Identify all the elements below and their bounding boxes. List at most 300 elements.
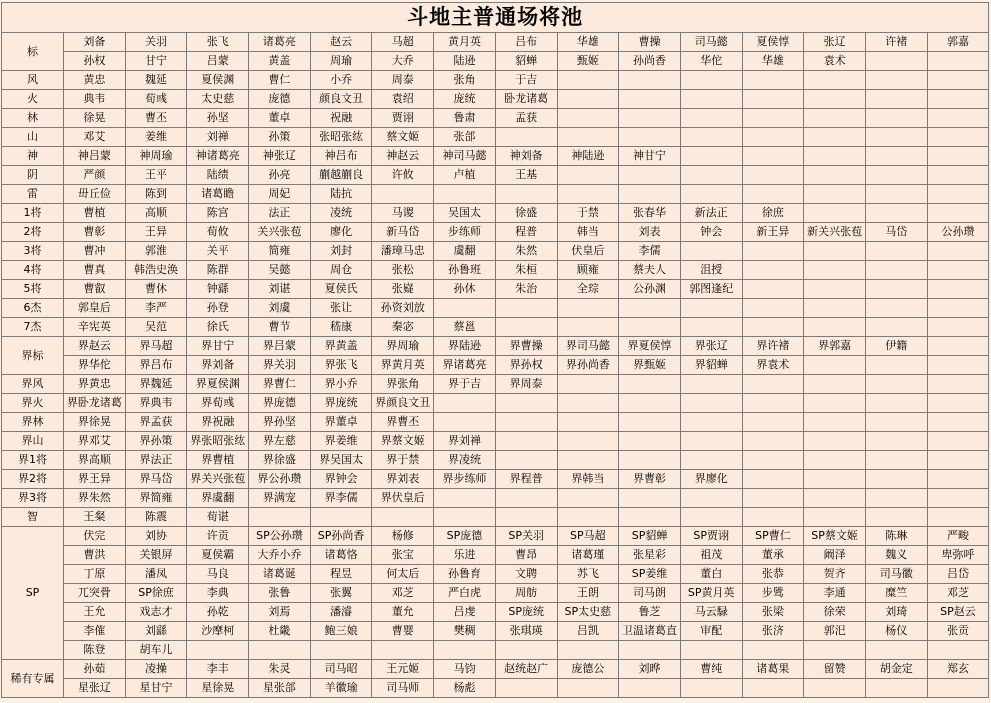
general-cell: SP曹仁 bbox=[742, 527, 804, 546]
general-cell: 步练师 bbox=[434, 223, 496, 242]
general-cell: 朱治 bbox=[495, 280, 557, 299]
general-cell: 嵇康 bbox=[310, 318, 372, 337]
general-cell: 蔡文姬 bbox=[372, 128, 434, 147]
general-cell: 廖化 bbox=[310, 223, 372, 242]
general-cell: 刘繇 bbox=[125, 622, 187, 641]
empty-cell bbox=[310, 641, 372, 660]
general-cell: 夏侯惇 bbox=[742, 33, 804, 52]
empty-cell bbox=[557, 413, 619, 432]
general-cell: 孙鲁育 bbox=[434, 565, 496, 584]
general-cell: 曹仁 bbox=[249, 71, 311, 90]
general-cell: 徐氏 bbox=[187, 318, 249, 337]
empty-cell bbox=[557, 71, 619, 90]
general-cell: 袁术 bbox=[804, 52, 866, 71]
general-cell: 陈琳 bbox=[865, 527, 927, 546]
general-cell: 界曹仁 bbox=[249, 375, 311, 394]
empty-cell bbox=[865, 242, 927, 261]
empty-cell bbox=[557, 299, 619, 318]
general-cell: 孙权 bbox=[64, 52, 126, 71]
empty-cell bbox=[372, 641, 434, 660]
general-cell: 诸葛诞 bbox=[249, 565, 311, 584]
general-cell: 司马懿 bbox=[680, 33, 742, 52]
general-cell: 李严 bbox=[125, 299, 187, 318]
empty-cell bbox=[804, 451, 866, 470]
general-cell: SP庞统 bbox=[495, 603, 557, 622]
general-cell: 孙茹 bbox=[64, 660, 126, 679]
general-cell: 赵统赵广 bbox=[495, 660, 557, 679]
general-cell: 董白 bbox=[680, 565, 742, 584]
general-cell: 周泰 bbox=[372, 71, 434, 90]
empty-cell bbox=[804, 185, 866, 204]
empty-cell bbox=[619, 508, 681, 527]
group-row bbox=[2, 546, 989, 565]
general-cell: 鲁肃 bbox=[434, 109, 496, 128]
empty-cell bbox=[804, 641, 866, 660]
general-cell: 关羽 bbox=[125, 33, 187, 52]
empty-cell bbox=[434, 185, 496, 204]
general-cell: 马超 bbox=[372, 33, 434, 52]
general-cell: 界夏侯渊 bbox=[187, 375, 249, 394]
general-cell: 星徐晃 bbox=[187, 679, 249, 698]
general-cell: 界凌统 bbox=[434, 451, 496, 470]
group-row bbox=[2, 242, 989, 261]
general-cell: 神周瑜 bbox=[125, 147, 187, 166]
general-cell: 黄盖 bbox=[249, 52, 311, 71]
empty-cell bbox=[865, 166, 927, 185]
general-cell: 诸葛果 bbox=[742, 660, 804, 679]
category-label: 火 bbox=[2, 90, 64, 109]
empty-cell bbox=[680, 451, 742, 470]
empty-cell bbox=[742, 280, 804, 299]
category-label: SP bbox=[2, 527, 64, 660]
general-cell: 庞德 bbox=[249, 90, 311, 109]
general-cell: 界陆逊 bbox=[434, 337, 496, 356]
empty-cell bbox=[742, 185, 804, 204]
category-label: 界山 bbox=[2, 432, 64, 451]
group-row bbox=[2, 356, 989, 375]
general-cell: 界公孙瓒 bbox=[249, 470, 311, 489]
empty-cell bbox=[865, 147, 927, 166]
general-cell: 陆抗 bbox=[310, 185, 372, 204]
empty-cell bbox=[804, 90, 866, 109]
empty-cell bbox=[557, 185, 619, 204]
general-cell: 吕凯 bbox=[557, 622, 619, 641]
general-cell: 严畯 bbox=[927, 527, 989, 546]
empty-cell bbox=[865, 128, 927, 147]
general-cell: 刘谌 bbox=[249, 280, 311, 299]
empty-cell bbox=[619, 451, 681, 470]
general-cell: 界颜良文丑 bbox=[372, 394, 434, 413]
empty-cell bbox=[742, 318, 804, 337]
general-cell: SP姜维 bbox=[619, 565, 681, 584]
general-cell: 陈到 bbox=[125, 185, 187, 204]
general-cell: 界庞统 bbox=[310, 394, 372, 413]
general-cell: 界廖化 bbox=[680, 470, 742, 489]
general-cell: 张梁 bbox=[742, 603, 804, 622]
general-cell: SP孙尚香 bbox=[310, 527, 372, 546]
general-cell: 司马昭 bbox=[310, 660, 372, 679]
general-cell: 糜竺 bbox=[865, 584, 927, 603]
empty-cell bbox=[557, 90, 619, 109]
empty-cell bbox=[619, 641, 681, 660]
general-cell: 董承 bbox=[742, 546, 804, 565]
empty-cell bbox=[249, 641, 311, 660]
group-row bbox=[2, 204, 989, 223]
general-cell: 刘封 bbox=[310, 242, 372, 261]
general-cell: 程昱 bbox=[310, 565, 372, 584]
general-cell: 刘协 bbox=[125, 527, 187, 546]
group-row bbox=[2, 128, 989, 147]
group-row bbox=[2, 432, 989, 451]
general-cell: 李傕 bbox=[64, 622, 126, 641]
general-cell: SP貂蝉 bbox=[619, 527, 681, 546]
general-cell: 张星彩 bbox=[619, 546, 681, 565]
general-cell: 界步练师 bbox=[434, 470, 496, 489]
empty-cell bbox=[680, 242, 742, 261]
general-cell: 郭皇后 bbox=[64, 299, 126, 318]
category-label: 5将 bbox=[2, 280, 64, 299]
empty-cell bbox=[619, 109, 681, 128]
general-cell: 卧龙诸葛 bbox=[495, 90, 557, 109]
general-cell: 太史慈 bbox=[187, 90, 249, 109]
general-cell: 李儒 bbox=[619, 242, 681, 261]
general-cell: SP太史慈 bbox=[557, 603, 619, 622]
empty-cell bbox=[619, 413, 681, 432]
empty-cell bbox=[680, 432, 742, 451]
empty-cell bbox=[804, 394, 866, 413]
empty-cell bbox=[619, 166, 681, 185]
empty-cell bbox=[557, 489, 619, 508]
empty-cell bbox=[557, 375, 619, 394]
general-cell: 卫温诸葛直 bbox=[619, 622, 681, 641]
general-cell: SP庞德 bbox=[434, 527, 496, 546]
general-cell: 刘备 bbox=[64, 33, 126, 52]
empty-cell bbox=[434, 413, 496, 432]
empty-cell bbox=[804, 261, 866, 280]
general-cell: 诸葛恪 bbox=[310, 546, 372, 565]
empty-cell bbox=[372, 508, 434, 527]
general-cell: 界黄忠 bbox=[64, 375, 126, 394]
general-cell: 曹休 bbox=[125, 280, 187, 299]
general-cell: 孙策 bbox=[249, 128, 311, 147]
empty-cell bbox=[557, 128, 619, 147]
general-cell: 潘凤 bbox=[125, 565, 187, 584]
empty-cell bbox=[927, 242, 989, 261]
general-cell: 姜维 bbox=[125, 128, 187, 147]
empty-cell bbox=[804, 71, 866, 90]
empty-cell bbox=[680, 641, 742, 660]
empty-cell bbox=[927, 71, 989, 90]
general-cell: 张恭 bbox=[742, 565, 804, 584]
general-cell: 小乔 bbox=[310, 71, 372, 90]
empty-cell bbox=[804, 280, 866, 299]
general-cell: 张宝 bbox=[372, 546, 434, 565]
general-cell: 张飞 bbox=[187, 33, 249, 52]
empty-cell bbox=[680, 185, 742, 204]
general-cell: 界于禁 bbox=[372, 451, 434, 470]
empty-cell bbox=[804, 508, 866, 527]
general-cell: 吕岱 bbox=[927, 565, 989, 584]
general-cell: 界马超 bbox=[125, 337, 187, 356]
general-cell: 贾诩 bbox=[372, 109, 434, 128]
empty-cell bbox=[742, 451, 804, 470]
category-label: 6杰 bbox=[2, 299, 64, 318]
general-cell: 界祝融 bbox=[187, 413, 249, 432]
general-cell: 韩浩史涣 bbox=[125, 261, 187, 280]
group-row bbox=[2, 679, 989, 698]
general-cell: 曹叡 bbox=[64, 280, 126, 299]
general-cell: 陈宫 bbox=[187, 204, 249, 223]
empty-cell bbox=[865, 90, 927, 109]
category-label: 阴 bbox=[2, 166, 64, 185]
general-cell: 辛宪英 bbox=[64, 318, 126, 337]
general-cell: 留赞 bbox=[804, 660, 866, 679]
empty-cell bbox=[372, 185, 434, 204]
group-row bbox=[2, 375, 989, 394]
general-cell: 李通 bbox=[804, 584, 866, 603]
empty-cell bbox=[557, 432, 619, 451]
empty-cell bbox=[927, 489, 989, 508]
general-cell: 界高顺 bbox=[64, 451, 126, 470]
empty-cell bbox=[557, 318, 619, 337]
group-row bbox=[2, 565, 989, 584]
general-cell: 孙鲁班 bbox=[434, 261, 496, 280]
group-row bbox=[2, 223, 989, 242]
general-cell: 王朗 bbox=[557, 584, 619, 603]
general-cell: 朱灵 bbox=[249, 660, 311, 679]
general-cell: 界伏皇后 bbox=[372, 489, 434, 508]
empty-cell bbox=[495, 394, 557, 413]
general-cell: 界张飞 bbox=[310, 356, 372, 375]
empty-cell bbox=[557, 109, 619, 128]
empty-cell bbox=[927, 508, 989, 527]
group-row bbox=[2, 52, 989, 71]
general-cell: 郭淮 bbox=[125, 242, 187, 261]
general-cell: 界卧龙诸葛 bbox=[64, 394, 126, 413]
group-row bbox=[2, 470, 989, 489]
general-cell: 祝融 bbox=[310, 109, 372, 128]
general-cell: 于吉 bbox=[495, 71, 557, 90]
empty-cell bbox=[619, 394, 681, 413]
empty-cell bbox=[927, 90, 989, 109]
general-cell: 界周瑜 bbox=[372, 337, 434, 356]
general-cell: 曹节 bbox=[249, 318, 311, 337]
general-cell: 星张辽 bbox=[64, 679, 126, 698]
general-cell: 界马岱 bbox=[125, 470, 187, 489]
general-cell: 陆逊 bbox=[434, 52, 496, 71]
general-cell: 界魏延 bbox=[125, 375, 187, 394]
empty-cell bbox=[742, 166, 804, 185]
general-cell: 神刘备 bbox=[495, 147, 557, 166]
general-cell: 文聘 bbox=[495, 565, 557, 584]
general-cell: 公孙渊 bbox=[619, 280, 681, 299]
general-cell: 苏飞 bbox=[557, 565, 619, 584]
category-label: 风 bbox=[2, 71, 64, 90]
general-cell: 界徐晃 bbox=[64, 413, 126, 432]
general-cell: SP公孙瓒 bbox=[249, 527, 311, 546]
empty-cell bbox=[865, 394, 927, 413]
general-cell: 界孙尚香 bbox=[557, 356, 619, 375]
general-cell: 曹操 bbox=[619, 33, 681, 52]
general-cell: 界曹丕 bbox=[372, 413, 434, 432]
group-row bbox=[2, 318, 989, 337]
general-cell: 曹洪 bbox=[64, 546, 126, 565]
general-cell: 界司马懿 bbox=[557, 337, 619, 356]
general-cell: 张辽 bbox=[804, 33, 866, 52]
general-cell: 张春华 bbox=[619, 204, 681, 223]
empty-cell bbox=[742, 641, 804, 660]
general-cell: 新关兴张苞 bbox=[804, 223, 866, 242]
empty-cell bbox=[557, 508, 619, 527]
general-cell: 郭汜 bbox=[804, 622, 866, 641]
empty-cell bbox=[742, 128, 804, 147]
empty-cell bbox=[927, 299, 989, 318]
general-cell: 孙亮 bbox=[249, 166, 311, 185]
empty-cell bbox=[927, 679, 989, 698]
general-cell: 界刘表 bbox=[372, 470, 434, 489]
empty-cell bbox=[495, 489, 557, 508]
group-row bbox=[2, 489, 989, 508]
empty-cell bbox=[495, 508, 557, 527]
general-cell: 刘晔 bbox=[619, 660, 681, 679]
empty-cell bbox=[927, 204, 989, 223]
general-cell: 界关羽 bbox=[249, 356, 311, 375]
general-cell: 兀突骨 bbox=[64, 584, 126, 603]
general-cell: 邓艾 bbox=[64, 128, 126, 147]
empty-cell bbox=[927, 375, 989, 394]
general-cell: 界曹彰 bbox=[619, 470, 681, 489]
general-cell: 界黄月英 bbox=[372, 356, 434, 375]
general-cell: 沮授 bbox=[680, 261, 742, 280]
empty-cell bbox=[619, 489, 681, 508]
general-cell: 神甘宁 bbox=[619, 147, 681, 166]
general-cell: SP马超 bbox=[557, 527, 619, 546]
general-cell: 神张辽 bbox=[249, 147, 311, 166]
empty-cell bbox=[434, 508, 496, 527]
general-cell: SP贾诩 bbox=[680, 527, 742, 546]
general-cell: 张贡 bbox=[927, 622, 989, 641]
general-cell: 张角 bbox=[434, 71, 496, 90]
general-cell: 界貂蝉 bbox=[680, 356, 742, 375]
general-cell: 吕虔 bbox=[434, 603, 496, 622]
general-cell: 朱然 bbox=[495, 242, 557, 261]
empty-cell bbox=[927, 470, 989, 489]
general-cell: 张嶷 bbox=[372, 280, 434, 299]
general-cell: 伊籍 bbox=[865, 337, 927, 356]
general-cell: 貂蝉 bbox=[495, 52, 557, 71]
general-cell: 高顺 bbox=[125, 204, 187, 223]
general-cell: 邓芝 bbox=[927, 584, 989, 603]
group-row bbox=[2, 109, 989, 128]
general-cell: 界程普 bbox=[495, 470, 557, 489]
category-label: 界风 bbox=[2, 375, 64, 394]
group-row bbox=[2, 451, 989, 470]
category-label: 界3将 bbox=[2, 489, 64, 508]
empty-cell bbox=[619, 71, 681, 90]
general-cell: 张昭张纮 bbox=[310, 128, 372, 147]
general-cell: 界刘禅 bbox=[434, 432, 496, 451]
empty-cell bbox=[865, 299, 927, 318]
general-cell: 界钟会 bbox=[310, 470, 372, 489]
general-cell: 荀攸 bbox=[187, 223, 249, 242]
empty-cell bbox=[680, 299, 742, 318]
group-row bbox=[2, 185, 989, 204]
general-cell: 神赵云 bbox=[372, 147, 434, 166]
category-label: 界2将 bbox=[2, 470, 64, 489]
empty-cell bbox=[495, 451, 557, 470]
empty-cell bbox=[680, 166, 742, 185]
general-cell: 马钧 bbox=[434, 660, 496, 679]
general-cell: 界王异 bbox=[64, 470, 126, 489]
empty-cell bbox=[619, 128, 681, 147]
group-row bbox=[2, 299, 989, 318]
general-cell: 吴国太 bbox=[434, 204, 496, 223]
empty-cell bbox=[927, 413, 989, 432]
general-cell: 王元姬 bbox=[372, 660, 434, 679]
general-cell: 黄忠 bbox=[64, 71, 126, 90]
general-cell: 界孙策 bbox=[125, 432, 187, 451]
general-cell: SP赵云 bbox=[927, 603, 989, 622]
general-cell: 钟会 bbox=[680, 223, 742, 242]
empty-cell bbox=[927, 318, 989, 337]
general-cell: 孙尚香 bbox=[619, 52, 681, 71]
empty-cell bbox=[927, 432, 989, 451]
empty-cell bbox=[804, 109, 866, 128]
general-cell: 星甘宁 bbox=[125, 679, 187, 698]
group-row bbox=[2, 337, 989, 356]
empty-cell bbox=[434, 299, 496, 318]
general-cell: 神诸葛亮 bbox=[187, 147, 249, 166]
group-row bbox=[2, 33, 989, 52]
empty-cell bbox=[619, 318, 681, 337]
general-cell: 界刘备 bbox=[187, 356, 249, 375]
general-cell: 祖茂 bbox=[680, 546, 742, 565]
general-cell: SP徐庶 bbox=[125, 584, 187, 603]
empty-cell bbox=[804, 128, 866, 147]
empty-cell bbox=[434, 489, 496, 508]
general-cell: 界典韦 bbox=[125, 394, 187, 413]
empty-cell bbox=[865, 109, 927, 128]
general-cell: 关银屏 bbox=[125, 546, 187, 565]
general-cell: 界孙权 bbox=[495, 356, 557, 375]
category-label: 稀有专属 bbox=[2, 660, 64, 698]
general-cell: 魏延 bbox=[125, 71, 187, 90]
empty-cell bbox=[619, 90, 681, 109]
general-cell: 界朱然 bbox=[64, 489, 126, 508]
general-cell: 李典 bbox=[187, 584, 249, 603]
group-row bbox=[2, 641, 989, 660]
general-cell: SP关羽 bbox=[495, 527, 557, 546]
general-pool-table bbox=[1, 2, 989, 698]
empty-cell bbox=[927, 147, 989, 166]
general-cell: 于禁 bbox=[557, 204, 619, 223]
general-cell: 许攸 bbox=[372, 166, 434, 185]
general-cell: 界张昭张纮 bbox=[187, 432, 249, 451]
empty-cell bbox=[927, 109, 989, 128]
general-cell: 神司马懿 bbox=[434, 147, 496, 166]
general-cell: 关平 bbox=[187, 242, 249, 261]
general-cell: 孙资刘放 bbox=[372, 299, 434, 318]
empty-cell bbox=[927, 356, 989, 375]
general-cell: 关兴张苞 bbox=[249, 223, 311, 242]
general-cell: 司马师 bbox=[372, 679, 434, 698]
empty-cell bbox=[865, 508, 927, 527]
general-cell: 吕蒙 bbox=[187, 52, 249, 71]
general-pool-body bbox=[2, 3, 989, 698]
general-cell: 颜良文丑 bbox=[310, 90, 372, 109]
general-cell: 界孟获 bbox=[125, 413, 187, 432]
empty-cell bbox=[865, 52, 927, 71]
